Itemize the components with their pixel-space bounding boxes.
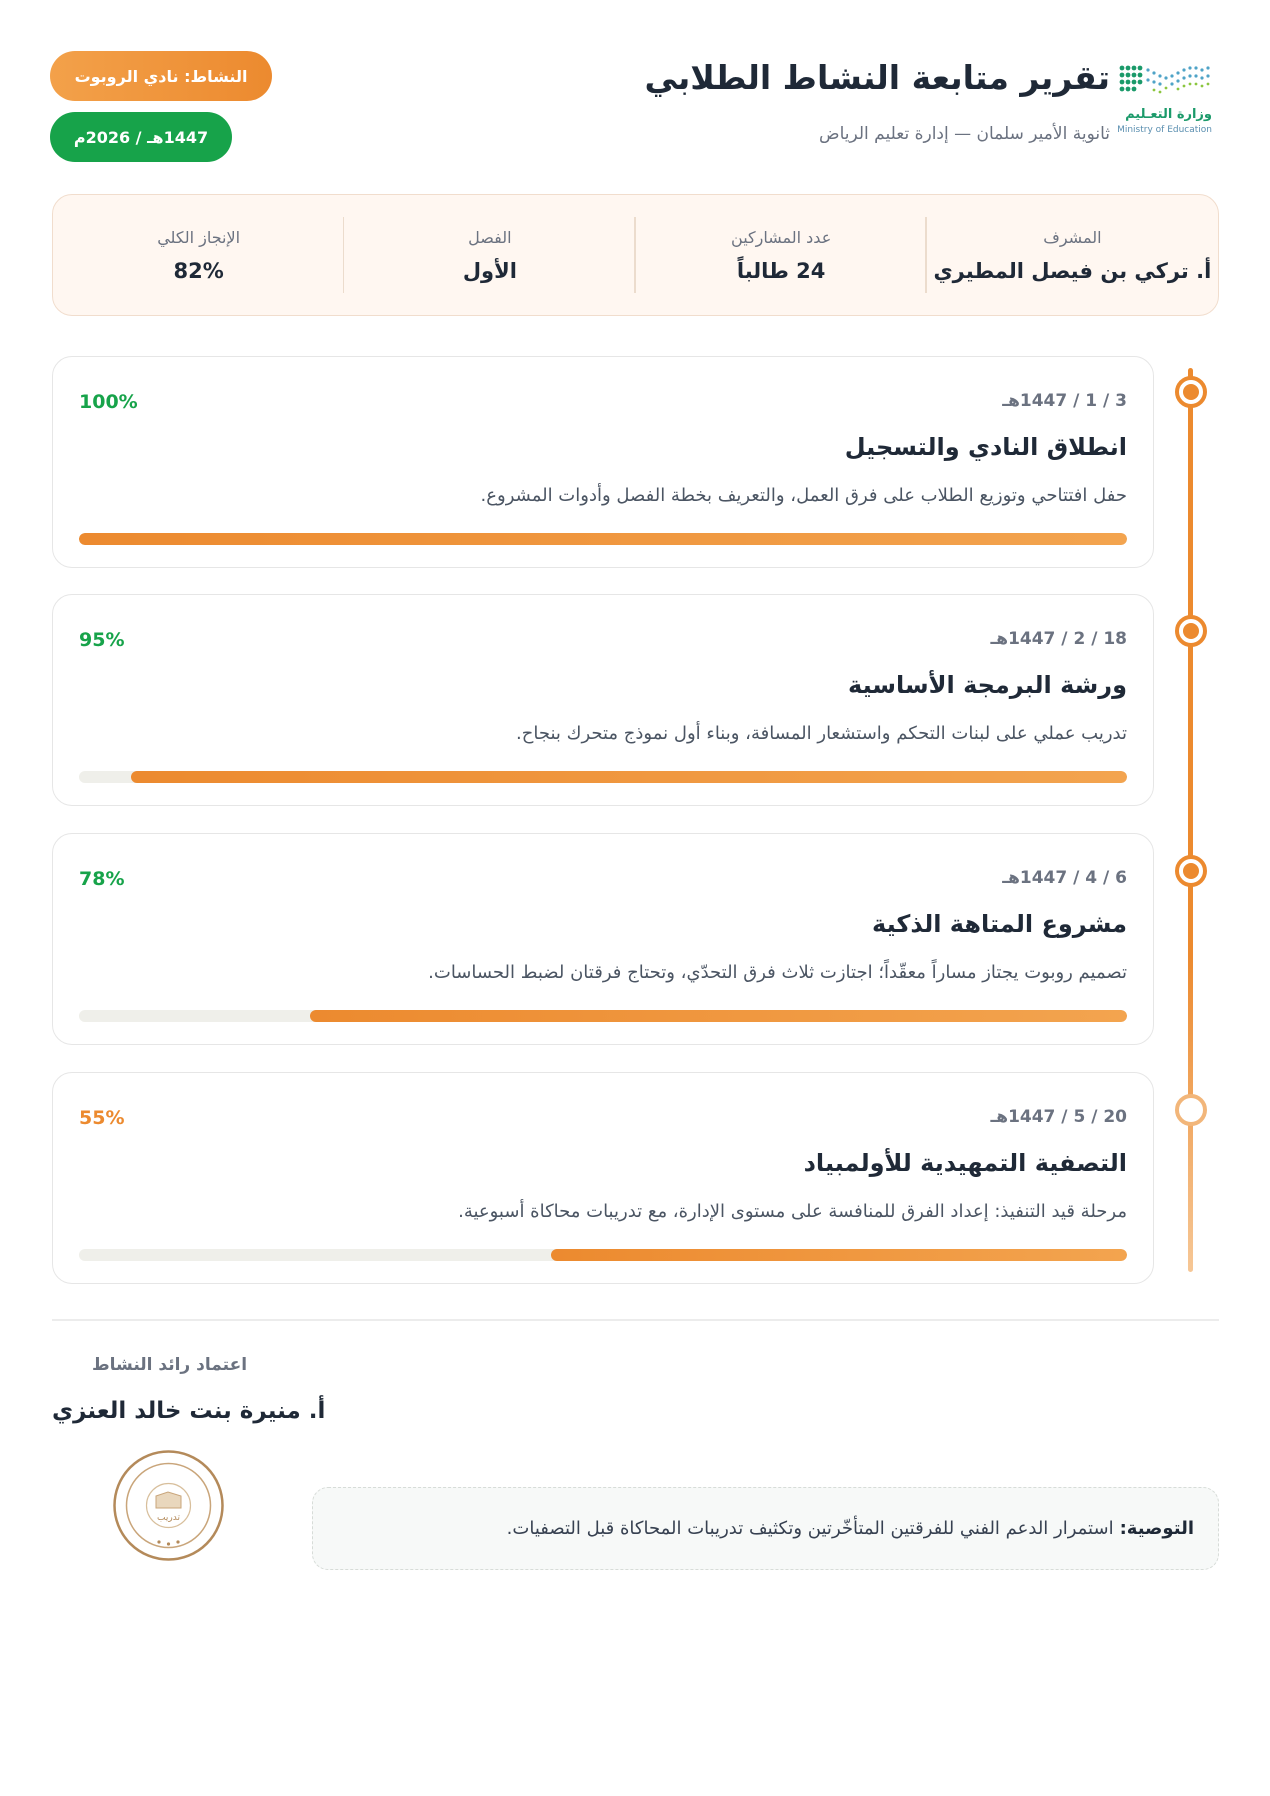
milestone-percent: 55%: [79, 1107, 125, 1129]
milestone-card: [52, 1072, 1154, 1284]
progress-track: [79, 1010, 1127, 1022]
milestone-date: 20 / 5 / 1447هـ: [990, 1107, 1127, 1127]
progress-fill: [310, 1010, 1127, 1022]
milestone-description: مرحلة قيد التنفيذ: إعداد الفرق للمنافسة على مستوى الإدارة، مع تدريبات محاكاة أسبوعية.: [458, 1201, 1127, 1222]
milestone-description: تصميم روبوت يجتاز مساراً معقّداً؛ اجتازت ثلاث فرق التحدّي، وتحتاج فرقتان لضبط الحساسات.: [428, 962, 1127, 983]
timeline-dot: [1175, 376, 1207, 408]
milestone-title: التصفية التمهيدية للأولمبياد: [803, 1149, 1127, 1177]
year-badge: 1447هـ / 2026م: [50, 112, 232, 162]
page-subtitle: ثانوية الأمير سلمان — إدارة تعليم الرياض: [819, 124, 1110, 144]
milestone-title: ورشة البرمجة الأساسية: [848, 671, 1127, 699]
info-label: عدد المشاركين: [731, 227, 832, 247]
info-supervisor: [927, 195, 1218, 315]
milestone-percent: 78%: [79, 868, 125, 890]
logo-arabic-text: وزارة التعـليم: [1125, 107, 1212, 122]
milestone-title: انطلاق النادي والتسجيل: [844, 433, 1127, 461]
progress-fill: [551, 1249, 1127, 1261]
page-title: تقرير متابعة النشاط الطلابي: [644, 58, 1110, 97]
logo-english-text: Ministry of Education: [1117, 125, 1212, 135]
progress-fill: [79, 533, 1127, 545]
logo-dots-icon: [1118, 62, 1214, 102]
progress-track: [79, 1249, 1127, 1261]
milestone-card: [52, 594, 1154, 806]
timeline-dot: [1175, 855, 1207, 887]
milestone-title: مشروع المتاهة الذكية: [872, 910, 1127, 938]
info-label: المشرف: [1043, 227, 1102, 247]
activity-badge: النشاط: نادي الروبوت: [50, 51, 272, 101]
timeline-dot: [1175, 1094, 1207, 1126]
footer-divider: [52, 1319, 1219, 1321]
recommendation-label: التوصية:: [1119, 1518, 1194, 1539]
timeline-line: [1188, 368, 1193, 1272]
approver-name: أ. منيرة بنت خالد العنزي: [52, 1398, 326, 1424]
milestone-card: [52, 356, 1154, 568]
info-value: 82%: [173, 258, 224, 283]
progress-track: [79, 771, 1127, 783]
summary-info-bar: [52, 194, 1219, 316]
timeline-dot: [1175, 615, 1207, 647]
milestone-date: 6 / 4 / 1447هـ: [1002, 868, 1127, 888]
info-participants: [636, 195, 927, 315]
milestone-date: 3 / 1 / 1447هـ: [1002, 391, 1127, 411]
milestone-date: 18 / 2 / 1447هـ: [990, 629, 1127, 649]
progress-track: [79, 533, 1127, 545]
info-semester: [344, 195, 635, 315]
recommendation-text: استمرار الدعم الفني للفرقتين المتأخّرتين وتكثيف تدريبات المحاكاة قبل التصفيات.: [506, 1518, 1114, 1539]
approval-label: اعتماد رائد النشاط: [92, 1355, 248, 1375]
progress-fill: [131, 771, 1127, 783]
milestone-description: حفل افتتاحي وتوزيع الطلاب على فرق العمل، والتعريف بخطة الفصل وأدوات المشروع.: [480, 485, 1127, 506]
info-overall-progress: [53, 195, 344, 315]
stamp-text: تدريب: [157, 1513, 180, 1523]
info-label: الإنجاز الكلي: [157, 227, 241, 247]
info-value: الأول: [462, 258, 517, 283]
milestone-percent: 95%: [79, 629, 125, 651]
info-value: 24 طالباً: [736, 258, 826, 283]
milestone-card: [52, 833, 1154, 1045]
info-label: الفصل: [468, 227, 512, 247]
milestone-description: تدريب عملي على لبنات التحكم واستشعار المسافة، وبناء أول نموذج متحرك بنجاح.: [516, 723, 1127, 744]
info-value: أ. تركي بن فيصل المطيري: [933, 258, 1212, 283]
recommendation-box: [312, 1487, 1219, 1570]
ministry-logo: [1114, 62, 1214, 142]
milestone-percent: 100%: [79, 391, 138, 413]
official-stamp-icon: [111, 1448, 226, 1563]
